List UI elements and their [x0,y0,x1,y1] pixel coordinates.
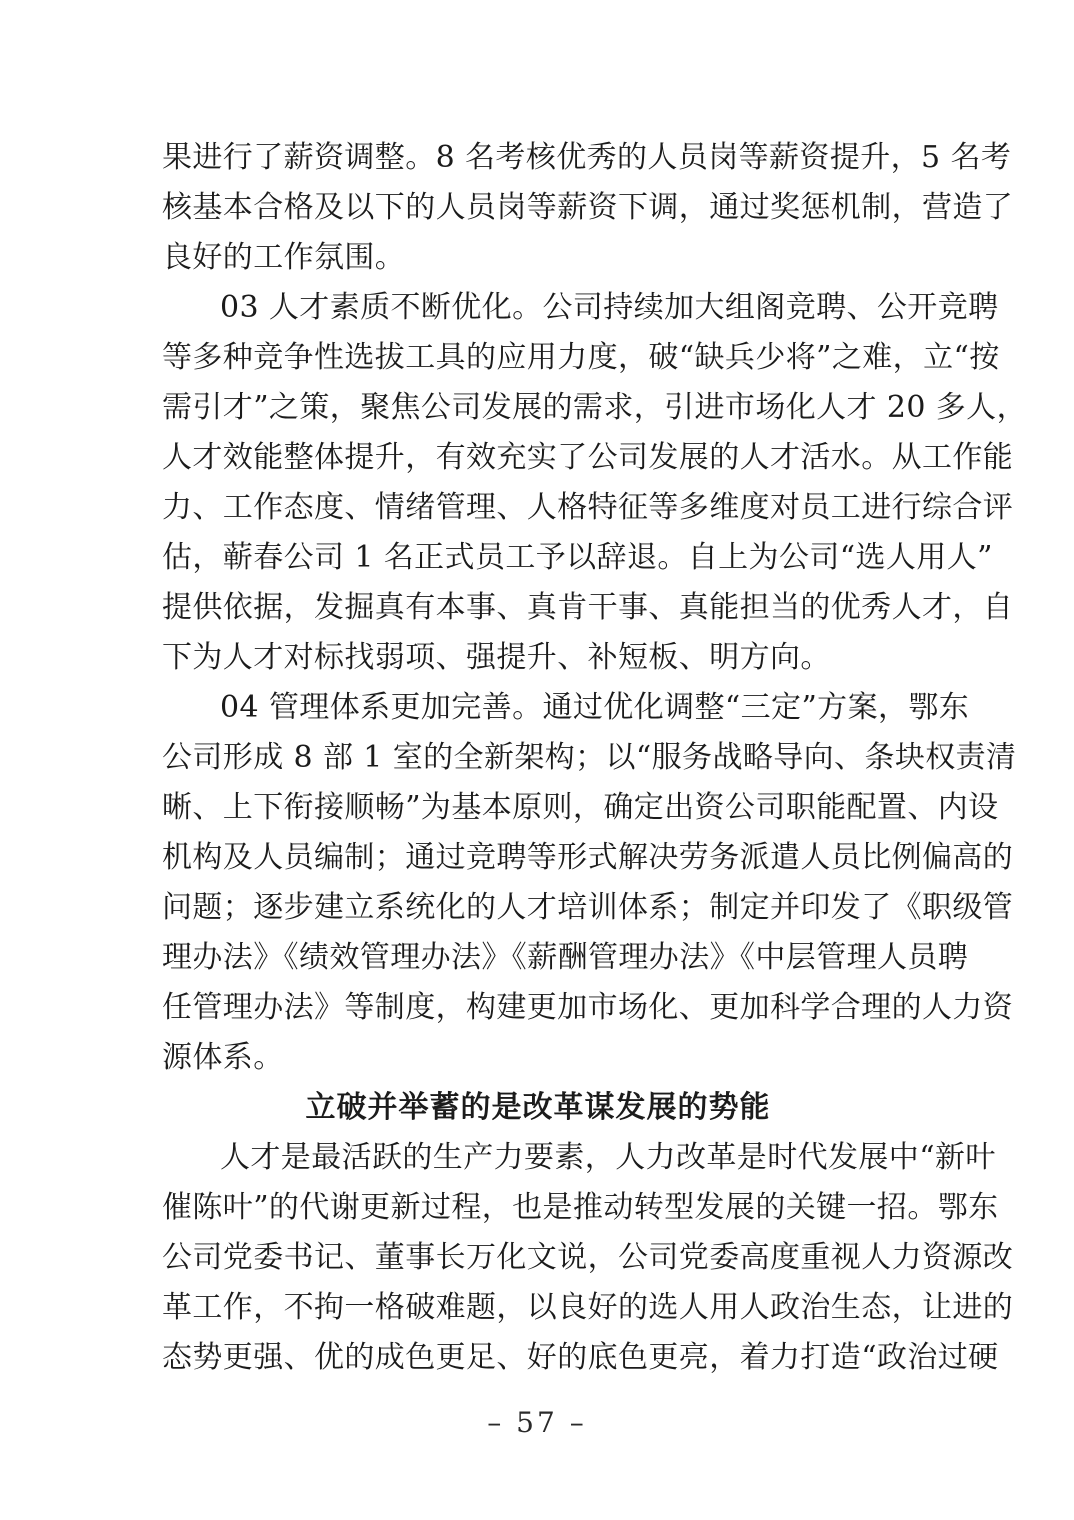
page-number: – 57 – [487,1406,587,1439]
paragraph-reform-momentum [162,1133,1014,1383]
text-line: 催陈叶”的代谢更新过程，也是推动转型发展的关键一招。鄂东 [162,1190,999,1225]
text-line: 问题；逐步建立系统化的人才培训体系；制定并印发了《职级管 [162,890,1014,925]
text-line: 估，蕲春公司 1 名正式员工予以辞退。自上为公司“选人用人” [162,540,993,575]
section-heading: 立破并举蓄的是改革谋发展的势能 [305,1090,771,1125]
text-line: 03 人才素质不断优化。公司持续加大组阁竞聘、公开竞聘 [220,290,999,325]
text-line: 人才效能整体提升，有效充实了公司发展的人才活水。从工作能 [162,440,1014,475]
text-line: 良好的工作氛围。 [162,240,406,275]
text-line: 源体系。 [162,1040,284,1075]
text-line: 核基本合格及以下的人员岗等薪资下调，通过奖惩机制，营造了 [162,190,1014,225]
text-line: 公司党委书记、董事长万化文说，公司党委高度重视人力资源改 [162,1240,1014,1275]
text-line: 果进行了薪资调整。8 名考核优秀的人员岗等薪资提升，5 名考 [162,140,1012,175]
text-line: 力、工作态度、情绪管理、人格特征等多维度对员工进行综合评 [162,490,1014,525]
text-line: 理办法》《绩效管理办法》《薪酬管理办法》《中层管理人员聘 [162,940,969,975]
text-line: 下为人才对标找弱项、强提升、补短板、明方向。 [162,640,831,675]
paragraph-03-talent-quality [162,283,1027,683]
text-line: 人才是最活跃的生产力要素，人力改革是时代发展中“新叶 [220,1140,996,1175]
text-line: 公司形成 8 部 1 室的全新架构；以“服务战略导向、条块权责清 [162,740,1017,775]
text-line: 革工作，不拘一格破难题，以良好的选人用人政治生态，让进的 [162,1290,1014,1325]
paragraph-04-management-system [162,683,1017,1083]
page-footer [0,1403,1074,1443]
text-line: 任管理办法》等制度，构建更加市场化、更加科学合理的人力资 [162,990,1014,1025]
text-line: 机构及人员编制；通过竞聘等形式解决劳务派遣人员比例偏高的 [162,840,1014,875]
paragraph-salary-adjustment [162,133,1014,283]
text-line: 04 管理体系更加完善。通过优化调整“三定”方案，鄂东 [220,690,970,725]
document-body [162,133,1027,1383]
text-line: 提供依据，发掘真有本事、真肯干事、真能担当的优秀人才，自 [162,590,1014,625]
text-line: 需引才”之策，聚焦公司发展的需求，引进市场化人才 20 多人， [162,390,1027,425]
text-line: 态势更强、优的成色更足、好的底色更亮，着力打造“政治过硬 [162,1340,999,1375]
text-line: 等多种竞争性选拔工具的应用力度，破“缺兵少将”之难，立“按 [162,340,1000,375]
text-line: 晰、上下衔接顺畅”为基本原则，确定出资公司职能配置、内设 [162,790,999,825]
